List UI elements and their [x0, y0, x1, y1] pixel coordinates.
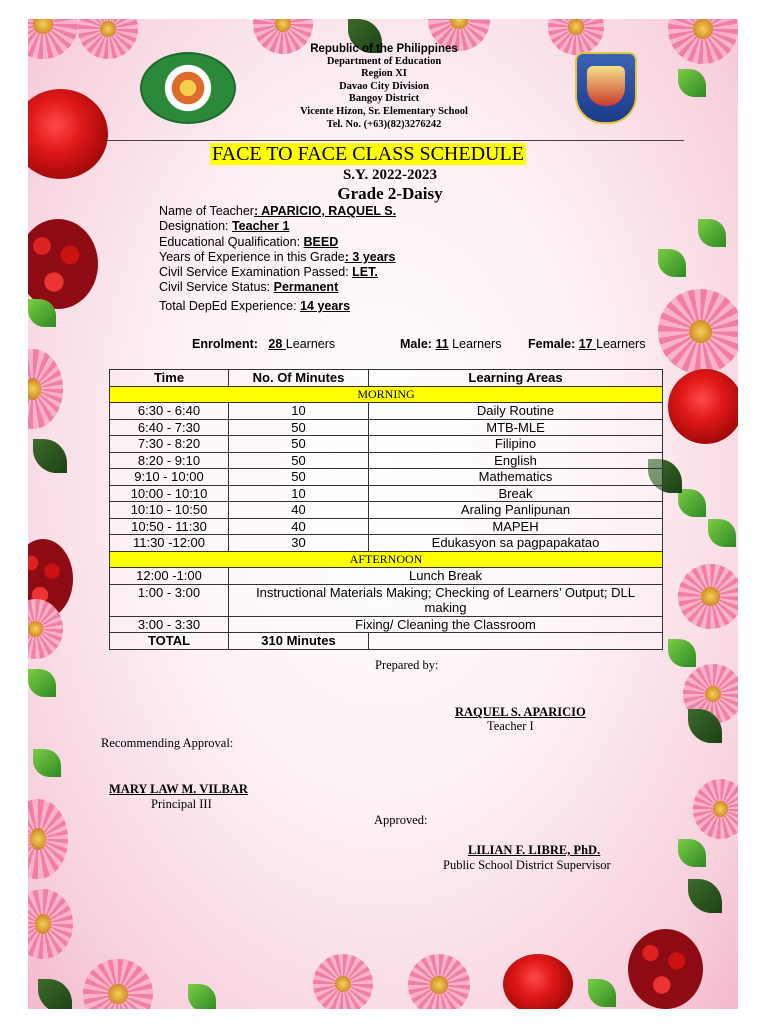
- years-value: : 3 years: [344, 249, 396, 264]
- male-label: Male:: [400, 337, 432, 351]
- enrolment-count: 28: [268, 337, 286, 351]
- afternoon-section-row: [110, 551, 663, 568]
- deped-row: [159, 299, 396, 314]
- letterhead-division: Davao City Division: [339, 80, 429, 92]
- leaf-decoration: [678, 489, 706, 517]
- leaf-decoration: [698, 219, 726, 247]
- learning-area-cell: Araling Panlipunan: [369, 502, 663, 519]
- morning-label: MORNING: [110, 386, 663, 403]
- time-cell: 6:40 - 7:30: [110, 419, 229, 436]
- enrolment-total: [192, 337, 335, 351]
- page-title: FACE TO FACE CLASS SCHEDULE: [212, 143, 524, 165]
- designation-label: Designation:: [159, 219, 232, 234]
- leaf-decoration: [658, 249, 686, 277]
- prepared-title: Teacher I: [487, 719, 534, 733]
- teacher-name-value: : APARICIO, RAQUEL S.: [253, 204, 397, 218]
- letterhead-district: Bangoy District: [348, 93, 420, 105]
- letterhead-republic: Republic of the Philippines: [310, 43, 458, 55]
- deped-label: Total DepEd Experience:: [159, 298, 301, 313]
- male-count: 11: [435, 337, 449, 351]
- leaf-decoration: [33, 749, 61, 777]
- learning-area-cell: Mathematics: [369, 469, 663, 486]
- female-count: 17: [578, 337, 597, 351]
- morning-section-row: [110, 386, 663, 403]
- time-cell: 10:50 - 11:30: [110, 518, 229, 535]
- teacher-name-row: [159, 204, 396, 219]
- letterhead: [0, 43, 768, 131]
- minutes-cell: 50: [229, 452, 369, 469]
- approved-label: Approved:: [374, 813, 428, 827]
- female-label: Female:: [528, 337, 576, 351]
- time-cell: 3:00 - 3:30: [110, 616, 229, 633]
- approved-title: Public School District Supervisor: [443, 858, 611, 872]
- table-row: [110, 452, 663, 469]
- pink-daisy-decoration: [28, 889, 73, 959]
- time-cell: 6:30 - 6:40: [110, 403, 229, 420]
- enrolment-unit: Learners: [285, 337, 336, 351]
- qualification-label: Educational Qualification:: [159, 234, 304, 249]
- table-row: [110, 518, 663, 535]
- male-unit: Learners: [448, 337, 502, 351]
- deped-value: 14 years: [300, 298, 351, 313]
- years-row: [159, 250, 396, 265]
- letterhead-tel: Tel. No. (+63)(82)3276242: [326, 118, 442, 130]
- exam-row: [159, 265, 396, 280]
- total-label: TOTAL: [110, 633, 229, 650]
- status-value: Permanent: [273, 280, 339, 295]
- pink-daisy-decoration: [83, 959, 153, 1009]
- pink-daisy-decoration: [693, 779, 738, 839]
- time-cell: 8:20 - 9:10: [110, 452, 229, 469]
- minutes-cell: 40: [229, 518, 369, 535]
- pink-daisy-decoration: [658, 289, 738, 374]
- learning-area-cell: Break: [369, 485, 663, 502]
- schedule-table: [109, 369, 663, 650]
- qualification-row: [159, 235, 396, 250]
- pink-daisy-decoration: [313, 954, 373, 1009]
- table-row: [110, 403, 663, 420]
- leaf-decoration: [708, 519, 736, 547]
- recommending-title: Principal III: [151, 797, 212, 811]
- exam-value: LET.: [352, 265, 378, 280]
- table-row: [110, 616, 663, 633]
- time-cell: 7:30 - 8:20: [110, 436, 229, 453]
- school-year: S.Y. 2022-2023: [342, 167, 438, 183]
- time-cell: 10:00 - 10:10: [110, 485, 229, 502]
- female-unit: Learners: [596, 337, 646, 351]
- pink-daisy-decoration: [678, 564, 738, 629]
- dark-leaf-decoration: [38, 979, 72, 1009]
- prepared-by-label: Prepared by:: [375, 658, 439, 672]
- table-row: [110, 568, 663, 585]
- status-row: [159, 280, 396, 295]
- afternoon-label: AFTERNOON: [110, 551, 663, 568]
- table-row: [110, 419, 663, 436]
- column-header-minutes: No. Of Minutes: [229, 370, 369, 387]
- learning-area-cell: Lunch Break: [229, 568, 663, 585]
- designation-value: Teacher 1: [231, 219, 290, 234]
- years-label: Years of Experience in this Grade: [159, 249, 345, 264]
- leaf-decoration: [668, 639, 696, 667]
- red-rose-decoration: [503, 954, 573, 1009]
- column-header-time: Time: [110, 370, 229, 387]
- pink-daisy-decoration: [28, 349, 63, 429]
- minutes-cell: 50: [229, 436, 369, 453]
- letterhead-school: Vicente Hizon, Sr. Elementary School: [300, 105, 468, 117]
- leaf-decoration: [188, 984, 216, 1009]
- table-row: [110, 535, 663, 552]
- learning-area-cell: MAPEH: [369, 518, 663, 535]
- dark-leaf-decoration: [688, 879, 722, 913]
- leaf-decoration: [678, 839, 706, 867]
- status-label: Civil Service Status:: [159, 280, 274, 295]
- enrolment-female: [528, 337, 645, 351]
- learning-area-cell: Edukasyon sa pagpapakatao: [369, 535, 663, 552]
- time-cell: 10:10 - 10:50: [110, 502, 229, 519]
- table-row: [110, 485, 663, 502]
- grade-section: Grade 2-Daisy: [337, 184, 443, 203]
- teacher-info: [159, 204, 396, 314]
- learning-area-cell: Instructional Materials Making; Checking of Learners’ Output; DLL making: [229, 584, 663, 616]
- learning-area-cell: Fixing/ Cleaning the Classroom: [229, 616, 663, 633]
- leaf-decoration: [28, 669, 56, 697]
- total-minutes: 310 Minutes: [229, 633, 369, 650]
- learning-area-cell: Filipino: [369, 436, 663, 453]
- column-header-learning-areas: Learning Areas: [369, 370, 663, 387]
- table-row: [110, 584, 663, 616]
- minutes-cell: 50: [229, 469, 369, 486]
- minutes-cell: 10: [229, 403, 369, 420]
- minutes-cell: 10: [229, 485, 369, 502]
- minutes-cell: 30: [229, 535, 369, 552]
- prepared-name: RAQUEL S. APARICIO: [455, 705, 586, 719]
- leaf-decoration: [588, 979, 616, 1007]
- teacher-name-label: Name of Teacher: [159, 204, 254, 218]
- approved-name: LILIAN F. LIBRE, PhD.: [468, 843, 601, 857]
- enrolment-male: [400, 337, 501, 351]
- qualification-value: BEED: [303, 234, 339, 249]
- pink-daisy-decoration: [28, 799, 68, 879]
- letterhead-department: Department of Education: [326, 55, 442, 67]
- minutes-cell: 50: [229, 419, 369, 436]
- table-row: [110, 469, 663, 486]
- recommending-label: Recommending Approval:: [101, 736, 234, 750]
- recommending-name: MARY LAW M. VILBAR: [109, 782, 248, 796]
- time-cell: 12:00 -1:00: [110, 568, 229, 585]
- table-header-row: [110, 370, 663, 387]
- pink-daisy-decoration: [408, 954, 470, 1009]
- table-row: [110, 436, 663, 453]
- designation-row: [159, 219, 396, 234]
- exam-label: Civil Service Examination Passed:: [159, 265, 353, 280]
- letterhead-region: Region XI: [361, 68, 407, 80]
- red-rose-cluster-decoration: [628, 929, 703, 1009]
- red-rose-cluster-decoration: [28, 219, 98, 309]
- red-rose-decoration: [668, 369, 738, 444]
- learning-area-cell: English: [369, 452, 663, 469]
- dark-leaf-decoration: [33, 439, 67, 473]
- header-divider: [106, 140, 684, 141]
- total-row: [110, 633, 663, 650]
- enrolment-label: Enrolment:: [192, 337, 258, 351]
- total-empty-cell: [369, 633, 663, 650]
- time-cell: 1:00 - 3:00: [110, 584, 229, 616]
- learning-area-cell: MTB-MLE: [369, 419, 663, 436]
- learning-area-cell: Daily Routine: [369, 403, 663, 420]
- time-cell: 11:30 -12:00: [110, 535, 229, 552]
- time-cell: 9:10 - 10:00: [110, 469, 229, 486]
- table-row: [110, 502, 663, 519]
- minutes-cell: 40: [229, 502, 369, 519]
